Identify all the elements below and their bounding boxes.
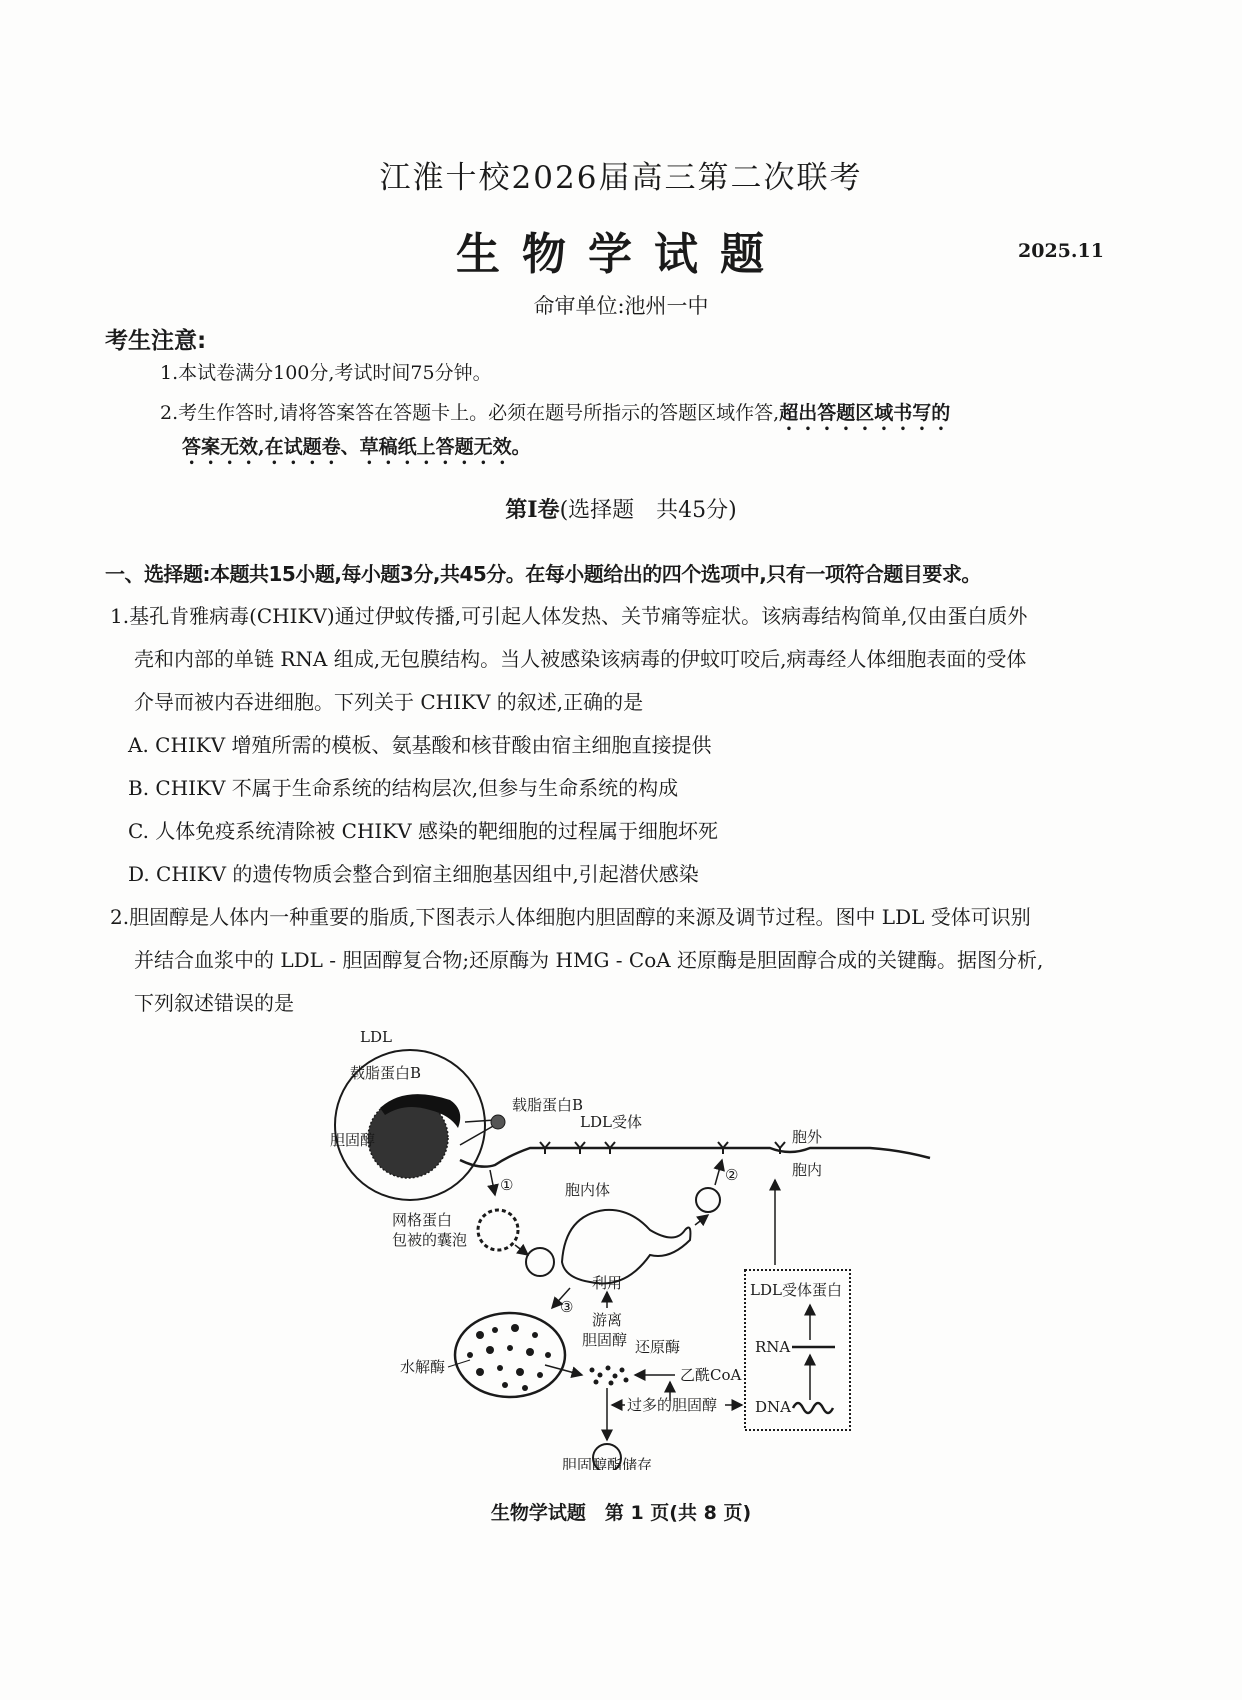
endosome — [562, 1210, 690, 1284]
label-cholesterol: 胆固醇 — [330, 1131, 376, 1149]
question-2-line-1: 2.胆固醇是人体内一种重要的脂质,下图表示人体细胞内胆固醇的来源及调节过程。图中 LDL 受体可识别 — [110, 905, 1031, 929]
label-step-1: ① — [500, 1176, 514, 1194]
notice-item-2-text: 2.考生作答时,请将答案答在答题卡上。必须在题号所指示的答题区域作答, — [160, 402, 780, 424]
section-heading — [0, 493, 1242, 524]
free-cholesterol — [590, 1366, 629, 1386]
part-instruction: 一、选择题:本题共15小题,每小题3分,共45分。在每小题给出的四个选项中,只有一项符合题目要求。 — [105, 562, 981, 586]
question-2-line-3: 下列叙述错误的是 — [134, 991, 294, 1015]
label-hydrolase: 水解酶 — [400, 1358, 446, 1376]
notice-item-2 — [160, 398, 950, 435]
question-1-option-c[interactable]: C. 人体免疫系统清除被 CHIKV 感染的靶细胞的过程属于细胞坏死 — [128, 819, 719, 843]
label-apob-outer: 载脂蛋白B — [512, 1096, 584, 1114]
question-1-option-a[interactable]: A. CHIKV 增殖所需的模板、氨基酸和核苷酸由宿主细胞直接提供 — [128, 733, 712, 757]
question-2-line-2: 并结合血浆中的 LDL - 胆固醇复合物;还原酶为 HMG - CoA 还原酶是胆固醇合成的关键酶。据图分析, — [134, 948, 1044, 972]
notice-item-2-emphasis: 超出答题区域书写的 — [779, 402, 951, 424]
label-ldl-receptor: LDL受体 — [580, 1113, 642, 1131]
label-step-2: ② — [725, 1166, 739, 1184]
exam-date: 2025.11 — [1018, 240, 1104, 262]
section-heading-bold: 第Ⅰ卷 — [505, 497, 560, 523]
label-acetyl-coa: 乙酰CoA — [680, 1366, 742, 1384]
question-1-line-3: 介导而被内吞进细胞。下列关于 CHIKV 的叙述,正确的是 — [134, 690, 644, 714]
label-intracellular: 胞内 — [792, 1161, 823, 1179]
notice-item-2-cont: 答案无效,在试题卷、草稿纸上答题无效。 — [182, 436, 531, 458]
dna-helix-icon — [793, 1403, 833, 1413]
notice-heading: 考生注意: — [105, 328, 207, 354]
setter-unit: 命审单位:池州一中 — [533, 294, 709, 318]
section-heading-rest: (选择题 共45分) — [559, 498, 737, 523]
exam-title: 江淮十校2026届高三第二次联考 — [379, 160, 863, 196]
label-excess: 过多的胆固醇 — [627, 1396, 718, 1414]
label-ldlr-protein: LDL受体蛋白 — [750, 1281, 842, 1299]
label-rna: RNA — [755, 1338, 791, 1356]
notice-item-1: 1.本试卷满分100分,考试时间75分钟。 — [160, 362, 492, 384]
clathrin-vesicle — [478, 1210, 518, 1250]
label-ester-storage: 胆固醇酯储存 — [562, 1456, 653, 1470]
label-clathrin-2: 包被的囊泡 — [392, 1231, 468, 1249]
label-endosome: 胞内体 — [565, 1181, 611, 1199]
label-dna: DNA — [755, 1398, 791, 1416]
question-1-line-1: 1.基孔肯雅病毒(CHIKV)通过伊蚊传播,可引起人体发热、关节痛等症状。该病毒结构简单,仅由蛋白质外 — [110, 604, 1028, 628]
label-free-2: 胆固醇 — [582, 1331, 628, 1349]
cell-membrane — [460, 1148, 930, 1167]
label-use: 利用 — [592, 1274, 623, 1292]
label-clathrin-1: 网格蛋白 — [392, 1211, 453, 1229]
subject-title: 生物学试题 — [456, 229, 786, 280]
page-footer: 生物学试题 第 1 页(共 8 页) — [490, 1502, 752, 1524]
label-ldl: LDL — [360, 1030, 392, 1046]
question-1-line-2: 壳和内部的单链 RNA 组成,无包膜结构。当人被感染该病毒的伊蚊叮咬后,病毒经人体细胞表面的受体 — [134, 647, 1027, 671]
label-reductase: 还原酶 — [635, 1338, 681, 1356]
label-extracellular: 胞外 — [792, 1128, 823, 1146]
label-free-1: 游离 — [592, 1311, 623, 1329]
label-step-3: ③ — [560, 1298, 574, 1316]
cholesterol-regulation-diagram — [330, 1030, 950, 1470]
question-1-option-d[interactable]: D. CHIKV 的遗传物质会整合到宿主细胞基因组中,引起潜伏感染 — [128, 862, 699, 886]
question-1-option-b[interactable]: B. CHIKV 不属于生命系统的结构层次,但参与生命系统的构成 — [128, 776, 679, 800]
label-apob-inner: 载脂蛋白B — [350, 1064, 422, 1082]
